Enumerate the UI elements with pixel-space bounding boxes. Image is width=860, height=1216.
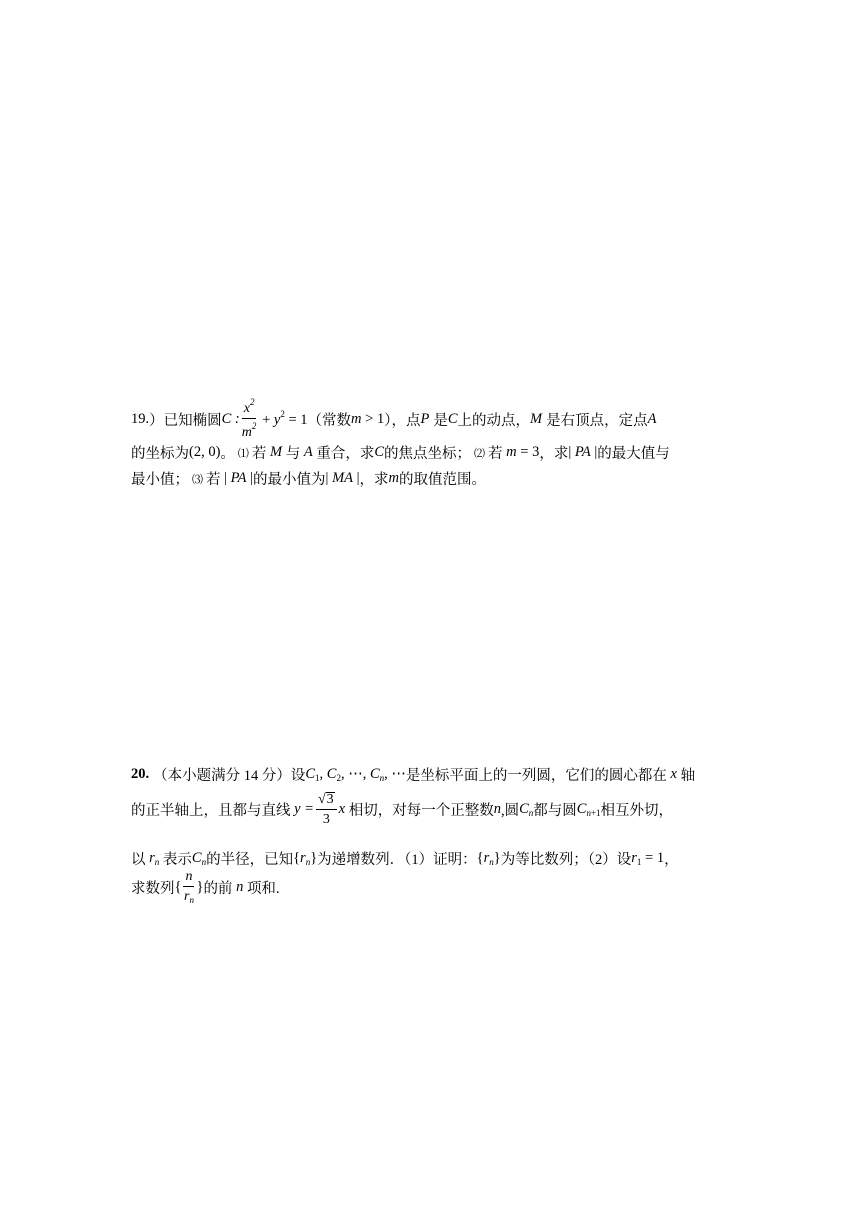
problem-20-number: 20. bbox=[131, 766, 150, 782]
math-fraction-x2-m2: $\frac{x^2}{m^2}$ bbox=[241, 397, 257, 440]
math-M: M bbox=[529, 410, 543, 427]
math-A: A bbox=[647, 410, 657, 427]
math-m-eq-3: m = 3 bbox=[506, 444, 540, 460]
circled-number-1: ⑴ bbox=[237, 447, 249, 460]
math-expr: + $y^2 = 1$ bbox=[258, 409, 308, 428]
math-circle-seq: $C_1$, $C_2$, ⋯, $C_n$, ⋯ bbox=[305, 766, 406, 783]
problem-19-line-2: 的坐标为 (2, 0) 。 ⑴ 若 M 与 A 重合，求 C 的焦点坐标； ⑵ 若 m = 3 ，求 | PA | 的最大值与 bbox=[131, 444, 670, 462]
problem-20-line-3: 以 $r_n$ 表示 $C_n$ 的半径，已知 $\{r_n\}$ 为递增数列．（1）证明： $\{r_n\}$ 为等比数列；（2）设 $r_1 = 1$ ， bbox=[131, 850, 679, 868]
math-P: P bbox=[420, 410, 430, 427]
circled-number-2: ⑵ bbox=[474, 447, 486, 460]
problem-19-line-3: 最小值； ⑶ 若 | PA | 的最小值为 | MA | ，求 m 的取值范围。 bbox=[131, 470, 487, 488]
math-ellipse: C : bbox=[221, 410, 240, 427]
problem-20-line-4: 求数列 { $\frac{n}{r_n}$ } 的前 n 项和. bbox=[131, 869, 280, 905]
circled-number-3: ⑶ bbox=[192, 473, 203, 486]
math-abs-MA: | MA | bbox=[325, 470, 360, 486]
problem-20-line-1: 20. （本小题满分 14 分）设 $C_1$, $C_2$, ⋯, $C_n$, ⋯ 是坐标平面上的一列圆，它们的圆心都在 x 轴 bbox=[131, 766, 696, 784]
math-C: C bbox=[447, 410, 458, 427]
math-m-gt-1: m > 1 bbox=[351, 410, 385, 427]
math-abs-PA: | PA | bbox=[568, 444, 598, 460]
math-point-2-0: (2, 0) bbox=[189, 444, 221, 460]
problem-19-line-1: 19. ）已知椭圆 C : $\frac{x^2}{m^2}$ + $y^2 = 1$ （常数 m > 1 ），点 P 是 C 上的动点， M 是右顶点，定点 A bbox=[131, 397, 657, 440]
math-fraction-n-over-rn: $\frac{n}{r_n}$ bbox=[183, 869, 194, 905]
problem-20-line-2: 的正半轴上，且都与直线 y = √ 3 3 x 相切，对每一个正整数 n ,圆 $C_n$ 都与圆 $C_{n+1}$ 相互外切， bbox=[131, 792, 674, 827]
problem-19-number: 19. bbox=[131, 410, 150, 427]
math-fraction-sqrt3-over-3: √ 3 3 bbox=[316, 792, 337, 827]
